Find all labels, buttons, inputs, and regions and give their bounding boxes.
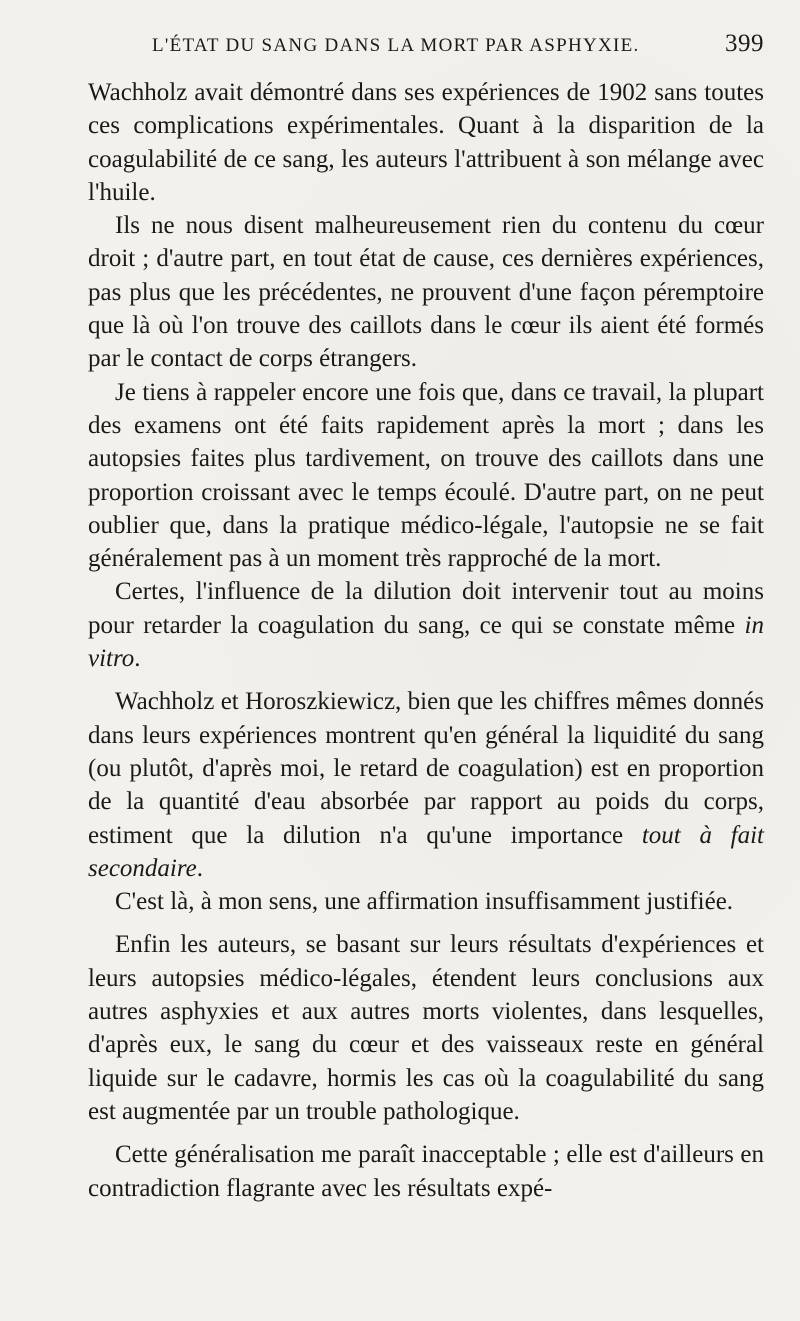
paragraph-1: [88, 76, 764, 209]
paragraph-5-italic: tout à fait secondaire: [88, 821, 764, 882]
paragraph-6-text: C'est là, à mon sens, une affirmation insuffisamment justifiée.: [115, 888, 734, 916]
paragraph-3-text: Je tiens à rappeler encore une fois que, dans ce travail, la plupart des examens ont été faits rapidement après la mort ; dans les autopsies faites plus tardivement, on trouve des caillots dans une proportion croissant avec le temps écoulé. D'autre part, on ne peut oublier que, dans la pratique médico-légale, l'autopsie ne se fait généralement pas à un moment très rapproché de la mort.: [88, 378, 764, 573]
paragraph-4-end: .: [134, 645, 141, 673]
paragraph-7-text: Enfin les auteurs, se basant sur leurs résultats d'expériences et leurs autopsies médico-légales, étendent leurs conclusions aux autres asphyxies et aux autres morts violentes, dans lesquelles, d'après eux, le sang du cœur et des vaisseaux reste en général liquide sur le cadavre, hormis les cas où la coagulabilité du sang est augmentée par un trouble pathologique.: [88, 931, 764, 1125]
paragraph-4: [88, 575, 764, 675]
paragraph-3: [88, 376, 764, 576]
paragraph-2: [88, 209, 764, 375]
paragraph-5-end: .: [196, 854, 204, 882]
running-title: L'ÉTAT DU SANG DANS LA MORT PAR ASPHYXIE.: [152, 35, 640, 56]
paragraph-1-text: Wachholz avait démontré dans ses expériences de 1902 sans toutes ces complications expérimentales. Quant à la disparition de la coagulabilité de ce sang, les auteurs l'attribuent à son mélange avec l'huile.: [88, 79, 764, 206]
running-header: [88, 30, 764, 66]
paragraph-2-text: Ils ne nous disent malheureusement rien du contenu du cœur droit ; d'autre part, en tout état de cause, ces dernières expériences, pas plus que les précédentes, ne prouvent d'une façon péremptoire que là où l'on trouve des caillots dans le cœur ils aient été formés par le contact de corps étrangers.: [88, 212, 764, 373]
paragraph-5: [88, 685, 764, 885]
page-number: 399: [725, 30, 764, 57]
paragraph-4-text: Certes, l'influence de la dilution doit intervenir tout au moins pour retarder la coagulation du sang, ce qui se constate même: [88, 578, 764, 639]
paragraph-4-italic: in vitro: [88, 611, 764, 673]
body-text: [88, 76, 764, 1205]
paragraph-8-text: Cette généralisation me paraît inacceptable ; elle est d'ailleurs en contradiction flagrante avec les résultats expé-: [88, 1141, 764, 1202]
paragraph-7: [88, 928, 764, 1128]
paragraph-8: [88, 1138, 764, 1205]
paragraph-6: [88, 885, 764, 918]
paragraph-5-text: Wachholz et Horoszkiewicz, bien que les chiffres mêmes donnés dans leurs expériences montrent qu'en général la liquidité du sang (ou plutôt, d'après moi, le retard de coagulation) est en proportion de la quantité d'eau absorbée par rapport au poids du corps, estiment que la dilution n'a qu'une importance: [88, 688, 764, 849]
